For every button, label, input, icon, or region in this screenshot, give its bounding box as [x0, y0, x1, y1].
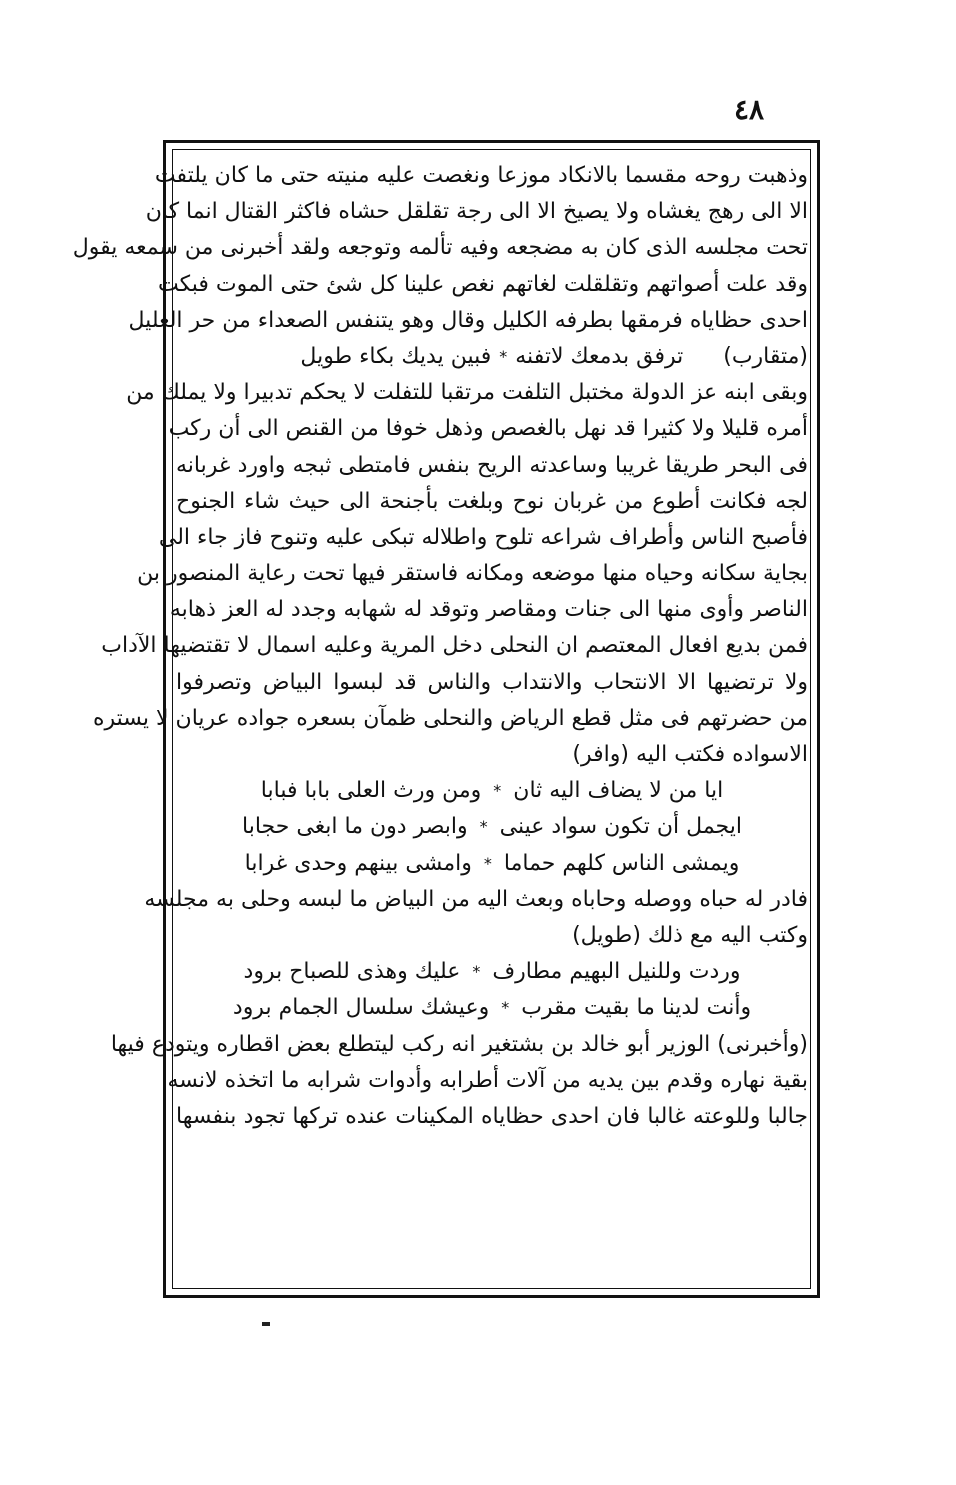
verse-line: [176, 339, 808, 375]
text-line: (وأخبرنى) الوزير أبو خالد بن بشتغير انه ركب ليتطلع بعض اقطاره ويتودع فيها: [110, 1031, 808, 1057]
text-line: وبقى ابنه عز الدولة مختبل التلفت مرتقبا للتفلت لا يحكم تدبيرا ولا يملك من: [126, 380, 808, 406]
text-line: فأصبح الناس وأطراف شراعه تلوح واطلاله تبكى عليه وتنوح فاز جاء الى: [158, 524, 808, 550]
star-separator: *: [501, 998, 510, 1018]
star-separator: *: [479, 817, 488, 837]
star-separator: *: [493, 781, 502, 801]
text-line: فادر له حباه ووصله وحاباه وبعث اليه من البياض ما لبسه وحلى به مجلسه: [144, 886, 808, 912]
text-line: من حضرتهم فى مثل قطع الرياض والنحلى ظمآن بسعره جواده عريان لا يستره: [92, 705, 808, 731]
star-separator: *: [472, 962, 481, 982]
verse-hemistich: ترفق بدمعك لاتفنه: [515, 343, 684, 369]
verse-hemistich: عليك وهذى للصباح برود: [243, 959, 461, 985]
verse-hemistich: وابصر دون ما ابغى حجابا: [242, 814, 468, 840]
verse-hemistich: وامشى بينهم وحدى غرابا: [244, 850, 472, 876]
text-line: الناصر وأوى منها الى جنات ومقاصر وتوقد له شهابه وجدد له العز ذهابه: [169, 597, 808, 623]
text-line: وقد علت أصواتهم وتقلقلت لغاتهم نغص علينا كل شئ حتى الموت فبكت: [158, 271, 808, 297]
text-line: جالبا وللوعته غالبا فان احدى حظاياه المكينات عنده تركها تجود بنفسها: [176, 1103, 808, 1129]
main-text-block: [72, 158, 808, 1135]
text-line: بقية نهاره وقدم بين يديه من آلات أطرابه وأدوات شرابه ما اتخذه لانسه: [167, 1067, 808, 1093]
verse-line: [176, 846, 808, 882]
star-separator: *: [499, 346, 508, 366]
star-separator: *: [483, 853, 492, 873]
verse-hemistich: ومن ورث العلى بابا فبابا: [260, 778, 482, 804]
print-mark: [262, 1322, 270, 1326]
verse-line: [176, 990, 808, 1026]
meter-label: (متقارب): [723, 343, 808, 369]
verse-line: [176, 773, 808, 809]
verse-hemistich: ايجمل أن تكون سواد عينى: [499, 814, 742, 840]
text-line: الا الى رهج يغشاه ولا يصيخ الا الى رجة تقلقل حشاه فاكثر القتال انما كان: [145, 199, 808, 225]
page-number: ٤٨: [733, 93, 765, 126]
text-line: لجه فكانت أطوع من غربان نوح وبلغت بأجنحة الى حيث شاء الجنوح: [176, 488, 808, 514]
verse-hemistich: وردت وللنيل البهيم مطارف: [492, 959, 741, 985]
verse-line: [176, 809, 808, 845]
text-line: فمن بديع افعال المعتصم ان النحلى دخل المرية وعليه اسمال لا تقتضيها الآداب: [101, 633, 808, 659]
verse-line: [176, 954, 808, 990]
text-line: وكتب اليه مع ذلك (طويل): [572, 922, 808, 948]
text-line: فى البحر طريقا غريبا وساعدته الريح بنفس فامتطى ثبجه واورد غربانه: [176, 452, 808, 478]
text-line: الاسواده فكتب اليه (وافر): [572, 742, 808, 767]
text-line: ولا ترتضيها الا الانتحاب والانتداب والناس قد لبسوا البياض وتصرفوا: [176, 669, 808, 695]
text-line: بجاية سكانه وحياه منها موضعه ومكانه فاستقر فيها تحت رعاية المنصور بن: [137, 561, 808, 587]
verse-hemistich: فبين يديك بكاء طويل: [300, 343, 492, 369]
text-line: أمره قليلا ولا كثيرا قد نهل بالغصص وذهل خوفا من القنص الى أن ركب: [168, 416, 808, 442]
verse-hemistich: ويمشى الناس كلهم حماما: [503, 850, 740, 876]
verse-hemistich: وعيشك سلسال الجمام برود: [232, 995, 490, 1021]
text-line: تحت مجلسه الذى كان به مضجعه وفيه تألمه وتوجعه ولقد أخبرنى من سمعه يقول: [72, 235, 808, 261]
verse-hemistich: وأنت لدينا ما بقيت مقرب: [521, 995, 752, 1021]
text-line: وذهبت روحه مقسما بالانكاد موزعا ونغصت عليه منيته حتى ما كان يلتفت: [154, 163, 808, 188]
text-line: احدى حظاياه فرمقها بطرفه الكليل وقال وهو يتنفس الصعداء من حر الغليل: [128, 307, 808, 333]
verse-hemistich: ايا من لا يضاف اليه ثان: [513, 778, 724, 804]
